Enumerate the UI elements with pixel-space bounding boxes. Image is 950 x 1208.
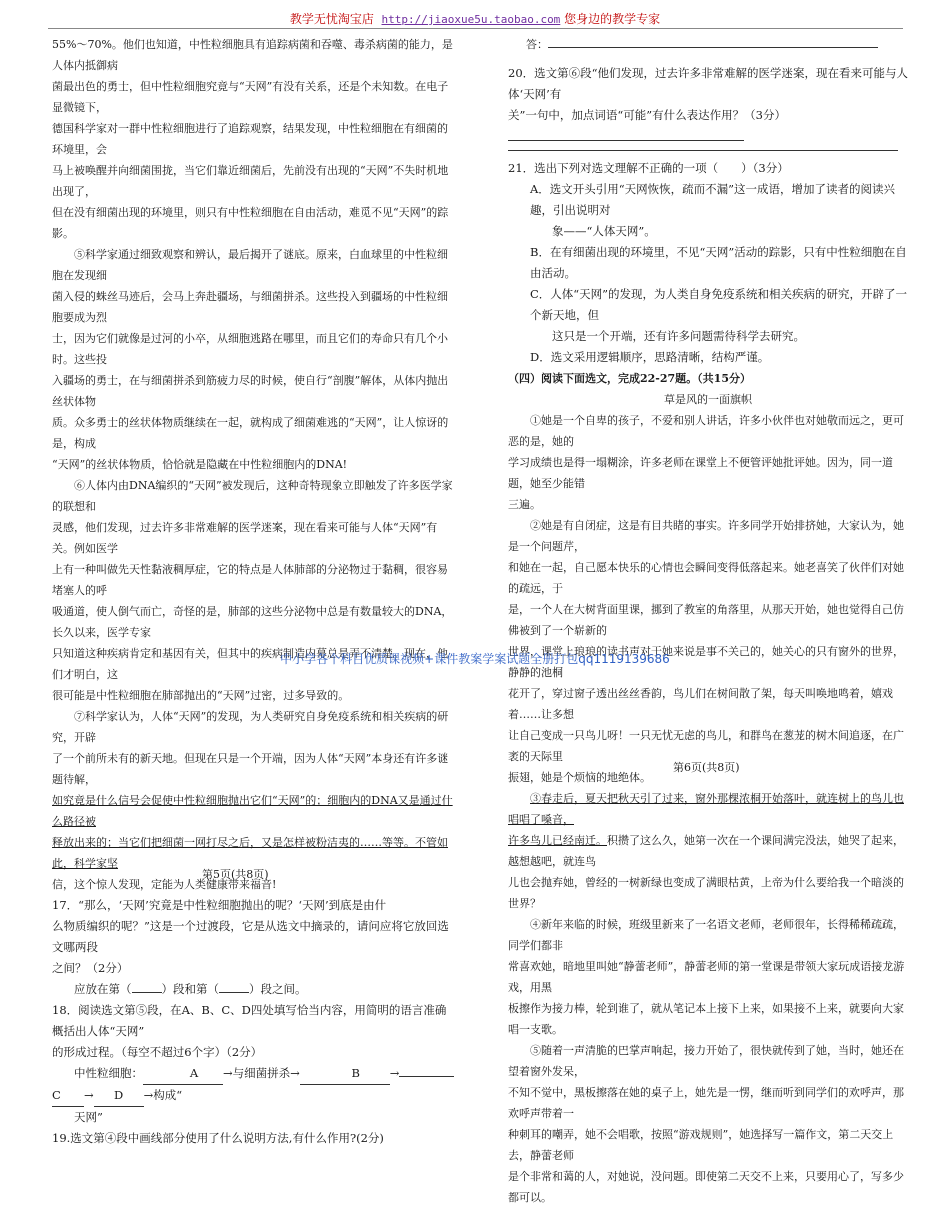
blank-b[interactable]: B	[300, 1063, 390, 1085]
text-line: 菌入侵的蛛丝马迹后，会马上奔赴疆场，与细菌拼杀。这些投入到疆场的中性粒细胞要成为烈	[52, 290, 448, 324]
text-line: 马上被唤醒并向细菌围拢，当它们靠近细菌后，先前没有出现的“天网”不失时机地出现了，	[52, 164, 449, 198]
text-line: 上有一种叫做先天性黏液稠厚症，它的特点是人体肺部的分泌物过于黏稠，很容易堵塞人的呼	[52, 563, 448, 597]
text-line: 常喜欢她，暗地里叫她“静蕾老师”，静蕾老师的第一堂课是带领大家玩成语接龙游戏，用黑	[508, 960, 905, 994]
blank-a[interactable]: A	[143, 1063, 223, 1085]
answer-label: 答：	[526, 38, 548, 51]
underlined-span: 许多鸟儿已经南迁。	[508, 834, 607, 847]
text-line: 德国科学家对一群中性粒细胞进行了追踪观察，结果发现，中性粒细胞在有细菌的环境里，会	[52, 122, 448, 156]
shop-slogan: 您身边的教学专家	[564, 12, 661, 26]
text-line: 只知道这种疾病肯定和基因有关，但其中的疾病制造内幕总是弄不清楚。现在，他们才明白，这	[52, 647, 448, 681]
story-paragraph-5	[508, 1040, 908, 1208]
text-line: 吸通道，使人倒气而亡，奇怪的是，肺部的这些分泌物中总是有数量较大的DNA，长久以来，医学专家	[52, 605, 453, 639]
text-line: 种刺耳的嘲弄，她不会唱歌，按照“游戏规则”，她选择写一篇作文，第二天交上去，静蕾老师	[508, 1128, 894, 1162]
text-line: 世界，课堂上琅琅的读书声对于她来说是事不关己的，她关心的只有窗外的世界，静静的池桐	[508, 645, 904, 679]
text-line: ⑦科学家认为，人体“天网”的发现，为人类研究自身免疫系统和相关疾病的研究，开辟	[52, 710, 449, 744]
section-4-title: （四）阅读下面选文，完成22-27题。（共15分）	[508, 372, 751, 385]
text-line: 是，一个人在大树背面里课，挪到了教室的角落里，从那天开始，她也觉得自己仿佛被到了一个崭新的	[508, 603, 904, 637]
text-line: 花开了，穿过窗子透出丝丝香韵，鸟儿们在树间散了架，每天叫唤地鸣着，嬉戏着……让多想	[508, 687, 893, 721]
chain-line	[52, 1063, 456, 1085]
option-a[interactable]: A．选文开头引用“天网恢恢，疏而不漏”这一成语，增加了读者的阅读兴趣，引出说明对	[530, 182, 896, 217]
question-20	[508, 63, 908, 151]
option-d[interactable]: D．选文采用逻辑顺序，思路清晰，结构严谨。	[530, 350, 770, 364]
text-line: 菌最出色的勇士，但中性粒细胞究竟与“天网”有没有关系，还是个未知数。在电子显微镜下，	[52, 80, 449, 114]
answer-line	[52, 979, 456, 1000]
blank-c[interactable]: C	[52, 1085, 84, 1107]
text-line: 儿也会抛弃她，曾经的一树新绿也变成了满眼枯黄，上帝为什么要给我一个暗淡的世界？	[508, 876, 904, 910]
article-paragraph-7	[52, 706, 456, 895]
text-line: 士，因为它们就像是过河的小卒，从细胞逃路在哪里，而且它们的寿命只有几个小时。这些投	[52, 332, 448, 366]
text-line: 学习成绩也是得一塌糊涂，许多老师在课堂上不便管评她批评她。因为，同一道题，她至少能错	[508, 456, 893, 490]
text-line: ④新年来临的时候，班级里新来了一名语文老师，老师很年，长得稀稀疏疏，同学们都非	[508, 918, 904, 952]
option-a-cont: 象——“人体天网”。	[552, 224, 656, 238]
text-line: 之间？（2分）	[52, 961, 129, 975]
text-line: 55%～70%。他们也知道，中性粒细胞具有追踪病菌和吞噬、毒杀病菌的能力，是人体内抵御病	[52, 38, 453, 72]
text-line: 的形成过程。（每空不超过6个字）（2分）	[52, 1045, 263, 1059]
text-line: ⑥人体内由DNA编织的“天网”被发现后，这种奇特现象立即触发了许多医学家的联想和	[52, 479, 453, 513]
text-line: 关”一句中，加点词语“可能”有什么表达作用？（3分）	[508, 108, 786, 122]
chain-arrow: →与细菌拼杀→	[223, 1066, 300, 1080]
text-line: 20．选文第⑥段“他们发现，过去许多非常难解的医学迷案，现在看来可能与人体‘天网’有	[508, 66, 909, 101]
right-column	[508, 34, 908, 1208]
option-c-cont: 这只是一个开端，还有许多问题需待科学去研究。	[552, 329, 805, 343]
underlined-line: ③春走后，夏天把秋天引了过来，窗外那棵浓桐开始落叶，就连树上的鸟儿也唱唱了嗓音，	[508, 792, 904, 826]
question-17	[52, 895, 456, 1000]
text-line: 入疆场的勇士，在与细菌拼杀到筋疲力尽的时候，使自行“剖腹”解体，从体内抛出丝状体物	[52, 374, 449, 408]
underlined-line: 释放出来的；当它们把细菌一网打尽之后，又是怎样被粉洁夷的……等等。不管如此，科学家坚	[52, 836, 448, 870]
text-line	[508, 830, 908, 872]
answer-blank[interactable]	[508, 136, 898, 151]
text-line	[508, 761, 908, 788]
shop-name: 教学无忧淘宝店	[289, 12, 374, 26]
answer-area-19	[508, 34, 908, 55]
question-19: 19.选文第④段中画线部分使用了什么说明方法,有什么作用?(2分)	[52, 1131, 384, 1145]
text-span: 信，这个惊人发现，定能为人类健康带来福音!	[52, 878, 277, 891]
chain-line	[52, 1085, 456, 1107]
left-column	[52, 34, 456, 1149]
text-line: 了一个前所未有的新天地。但现在只是一个开端，因为人体“天网”本身还有许多谜题待解，	[52, 752, 449, 786]
text-line: 但在没有细菌出现的环境里，则只有中性粒细胞在自由活动，难觅不见“天网”的踪影。	[52, 206, 449, 240]
chain-start: 中性粒细胞：	[74, 1066, 143, 1080]
text-line: 17．“那么，‘天网’究竟是中性粒细胞抛出的呢？‘天网’到底是由什	[52, 898, 387, 912]
text-line: 么物质编织的呢？”这是一个过渡段，它是从选文中摘录的，请问应将它放回选文哪两段	[52, 919, 449, 954]
text-line: 板擦作为接力棒，轮到谁了，就从笔记本上接下上来，如果接不上来，就要向大家唱一支歌。	[508, 1002, 904, 1036]
chain-tail: 天网”	[74, 1110, 103, 1124]
underlined-line: 如究竟是什么信号会促使中性粒细胞抛出它们“天网”的；细胞内的DNA又是通过什么路径被	[52, 794, 453, 828]
text-line: 三遍。	[508, 498, 541, 511]
text-line: 让自己变成一只鸟儿呀！一只无忧无虑的鸟儿，和群鸟在葱茏的树木间追逐，在广袤的天际里	[508, 729, 904, 763]
answer-prefix: 应放在第（	[74, 982, 132, 996]
text-span: 振翅，她是个烦恼的地绝体。	[508, 771, 651, 784]
chain-arrow: →	[389, 1066, 400, 1080]
chain-end: →构成“	[143, 1088, 183, 1102]
text-line: ⑤科学家通过细致观察和辨认，最后揭开了谜底。原来，白血球里的中性粒细胞在发现细	[52, 248, 448, 282]
story-paragraph-4	[508, 914, 908, 1040]
option-b[interactable]: B．在有细菌出现的环境里，不见“天网”活动的踪影，只有中性粒细胞在自由活动。	[530, 245, 907, 280]
text-line: 很可能是中性粒细胞在肺部抛出的“天网”过密，过多导致的。	[52, 689, 350, 702]
page-number: 第6页(共8页)	[673, 761, 740, 774]
option-c[interactable]: C．人体“天网”的发现，为人类自身免疫系统和相关疾病的研究，开辟了一个新天地，但	[530, 287, 908, 322]
story-title: 草是风的一面旗帜	[664, 393, 752, 406]
question-21	[508, 158, 908, 368]
text-line	[52, 868, 456, 895]
header-rule	[48, 28, 903, 29]
text-line: ①她是一个自卑的孩子，不爱和别人讲话，许多小伙伴也对她敬而远之，更可恶的是，她的	[508, 414, 904, 448]
text-line: 质。众多勇士的丝状体物质继续在一起，就构成了细菌难逃的“天网”，让人惊讶的是，构成	[52, 416, 449, 450]
text-line: 18．阅读选文第⑤段，在A、B、C、D四处填写恰当内容，用简明的语言准确概括出人体“天网”	[52, 1003, 447, 1038]
answer-blank[interactable]	[219, 992, 249, 993]
page-footer: 中小学各个科目优质课视频+课件教案学案试题全册打包qq1119139686	[280, 652, 670, 666]
text-line: 不知不觉中，黑板擦落在她的桌子上，她先是一愣，继而听到同学们的欢呼声，那欢呼声带着一	[508, 1086, 904, 1120]
answer-blank[interactable]	[132, 992, 162, 993]
text-line: 是个非常和蔼的人，对她说，没问题。即使第二天交不上来，只要用心了，写多少都可以。	[508, 1170, 904, 1204]
text-line: ②她是有自闭症，这是有目共睹的事实。许多同学开始排挤她，大家认为，她是一个问题芹，	[508, 519, 904, 553]
story-paragraph-3	[508, 788, 908, 914]
question-stem: 21．选出下列对选文理解不正确的一项（ ）（3分）	[508, 161, 789, 175]
text-line: ⑤随着一声清脆的巴掌声响起，接力开始了，很快就传到了她，当时，她还在望着窗外发呆，	[508, 1044, 904, 1078]
answer-blank[interactable]	[548, 47, 878, 48]
blank-b-tail[interactable]	[399, 1076, 454, 1077]
text-span: 积攒了这么久，她第一次在一个课间满完没法，她哭了起来，越想越吧，就连鸟	[508, 834, 904, 868]
blank-d[interactable]: D	[94, 1085, 144, 1107]
page-number: 第5页(共8页)	[202, 868, 269, 881]
article-paragraph-4	[52, 34, 456, 244]
question-18	[52, 1000, 456, 1128]
article-paragraph-5	[52, 244, 456, 475]
text-line: 灵感，他们发现，过去许多非常难解的医学迷案，现在看来可能与人体“天网”有关。例如医学	[52, 521, 438, 555]
chain-arrow: →	[84, 1088, 94, 1102]
answer-mid: ）段和第（	[161, 982, 219, 996]
article-paragraph-6	[52, 475, 456, 706]
story-paragraph-1	[508, 410, 908, 515]
text-line: “天网”的丝状体物质，恰恰就是隐藏在中性粒细胞内的DNA!	[52, 458, 348, 471]
page-header	[0, 10, 950, 27]
text-line: 和她在一起，自己愿本快乐的心情也会瞬间变得低落起来。她老喜笑了伙伴们对她的疏远，于	[508, 561, 904, 595]
shop-url[interactable]: http://jiaoxue5u.taobao.com	[381, 13, 561, 26]
answer-suffix: ）段之间。	[249, 982, 307, 996]
